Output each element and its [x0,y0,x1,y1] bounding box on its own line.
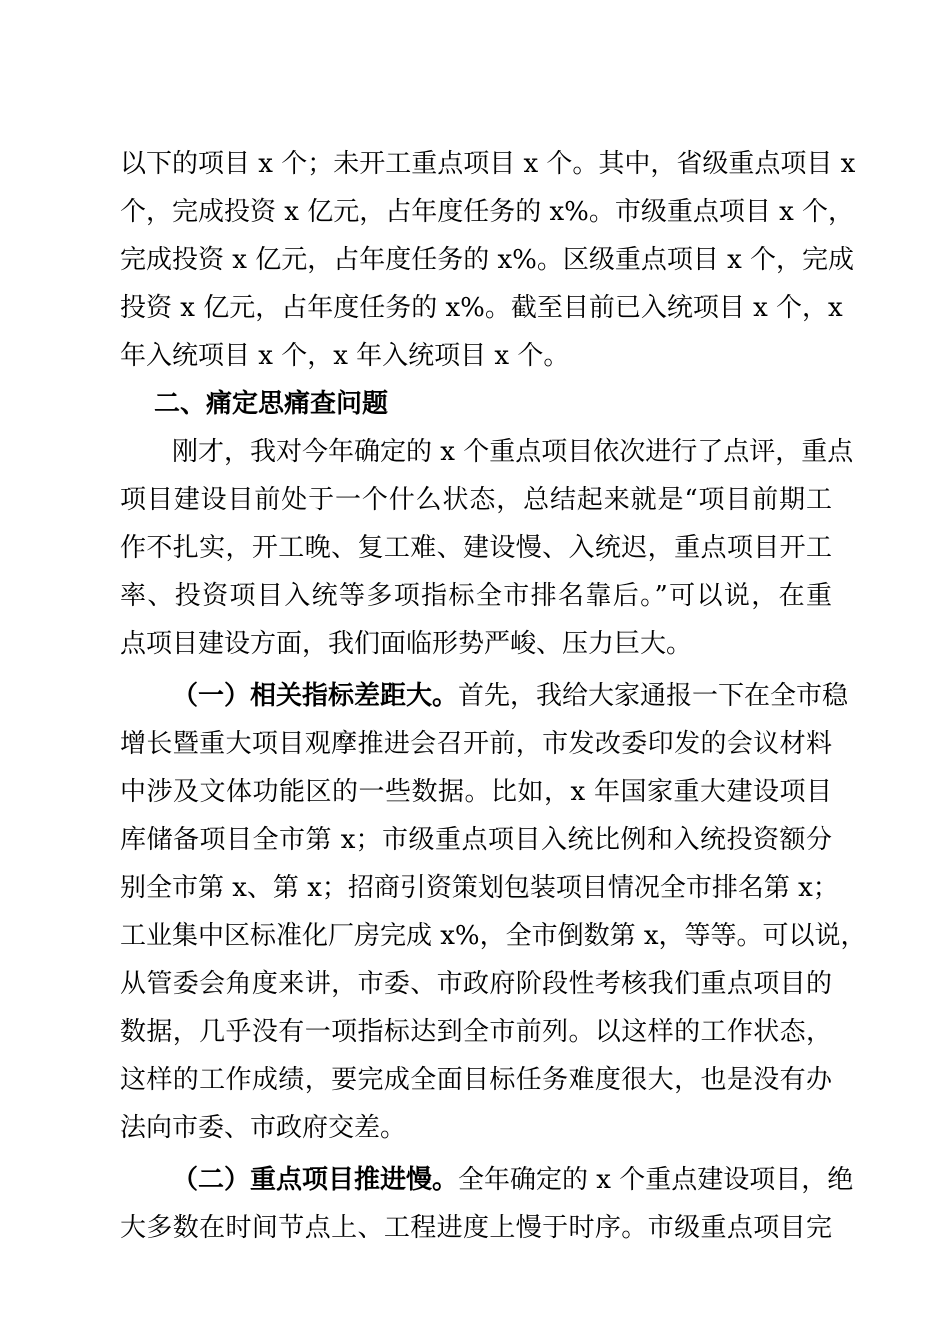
text-line [120,672,849,720]
subsection-indicators-gap [120,672,867,1152]
text-line: 别全市第 x、第 x；招商引资策划包装项目情况全市排名第 x； [120,873,839,903]
subsection-project-progress [120,1156,854,1252]
paragraph-intro [120,140,856,380]
text-line: 工业集中区标准化厂房完成 x%，全市倒数第 x，等等。可以说， [120,921,867,951]
text-line: 个，完成投资 x 亿元，占年度任务的 x%。市级重点项目 x 个， [120,197,855,227]
text-line: 率、投资项目入统等多项指标全市排名靠后。”可以说，在重 [120,581,832,611]
text-line: 点项目建设方面，我们面临形势严峻、压力巨大。 [120,629,693,659]
subsection-title: （二）重点项目推进慢。 [172,1165,459,1195]
text-line: 这样的工作成绩，要完成全面目标任务难度很大，也是没有办 [120,1065,832,1095]
text-line: 从管委会角度来讲，市委、市政府阶段性考核我们重点项目的 [120,969,832,999]
text-line: 法向市委、市政府交差。 [120,1113,407,1143]
text-line: 增长暨重大项目观摩推进会召开前，市发改委印发的会议材料 [120,729,832,759]
text-line: 库储备项目全市第 x；市级重点项目入统比例和入统投资额分 [120,825,832,855]
text-line: 刚才，我对今年确定的 x 个重点项目依次进行了点评，重点 [172,437,854,467]
subsection-title: （一）相关指标差距大。 [172,681,459,711]
text-fragment: 全年确定的 x 个重点建设项目，绝 [458,1165,854,1195]
document-body [120,140,867,1252]
text-line: 完成投资 x 亿元，占年度任务的 x%。区级重点项目 x 个，完成 [120,245,855,275]
text-line: 年入统项目 x 个，x 年入统项目 x 个。 [120,341,570,371]
text-line: 大多数在时间节点上、工程进度上慢于时序。市级重点项目完 [120,1213,832,1243]
paragraph-section-two-1 [120,428,854,668]
text-fragment: 首先，我给大家通报一下在全市稳 [458,681,849,711]
text-line: 以下的项目 x 个；未开工重点项目 x 个。其中，省级重点项目 x [120,149,856,179]
text-line: 作不扎实，开工晚、复工难、建设慢、入统迟，重点项目开工 [120,533,832,563]
text-line: 项目建设目前处于一个什么状态，总结起来就是“项目前期工 [120,485,832,515]
text-line: 中涉及文体功能区的一些数据。比如，x 年国家重大建设项目 [120,777,832,807]
section-heading: 二、痛定思痛查问题 [154,389,389,419]
text-line [120,1156,854,1204]
text-line: 数据，几乎没有一项指标达到全市前列。以这样的工作状态， [120,1017,832,1047]
text-line: 投资 x 亿元，占年度任务的 x%。截至目前已入统项目 x 个，x [120,293,843,323]
